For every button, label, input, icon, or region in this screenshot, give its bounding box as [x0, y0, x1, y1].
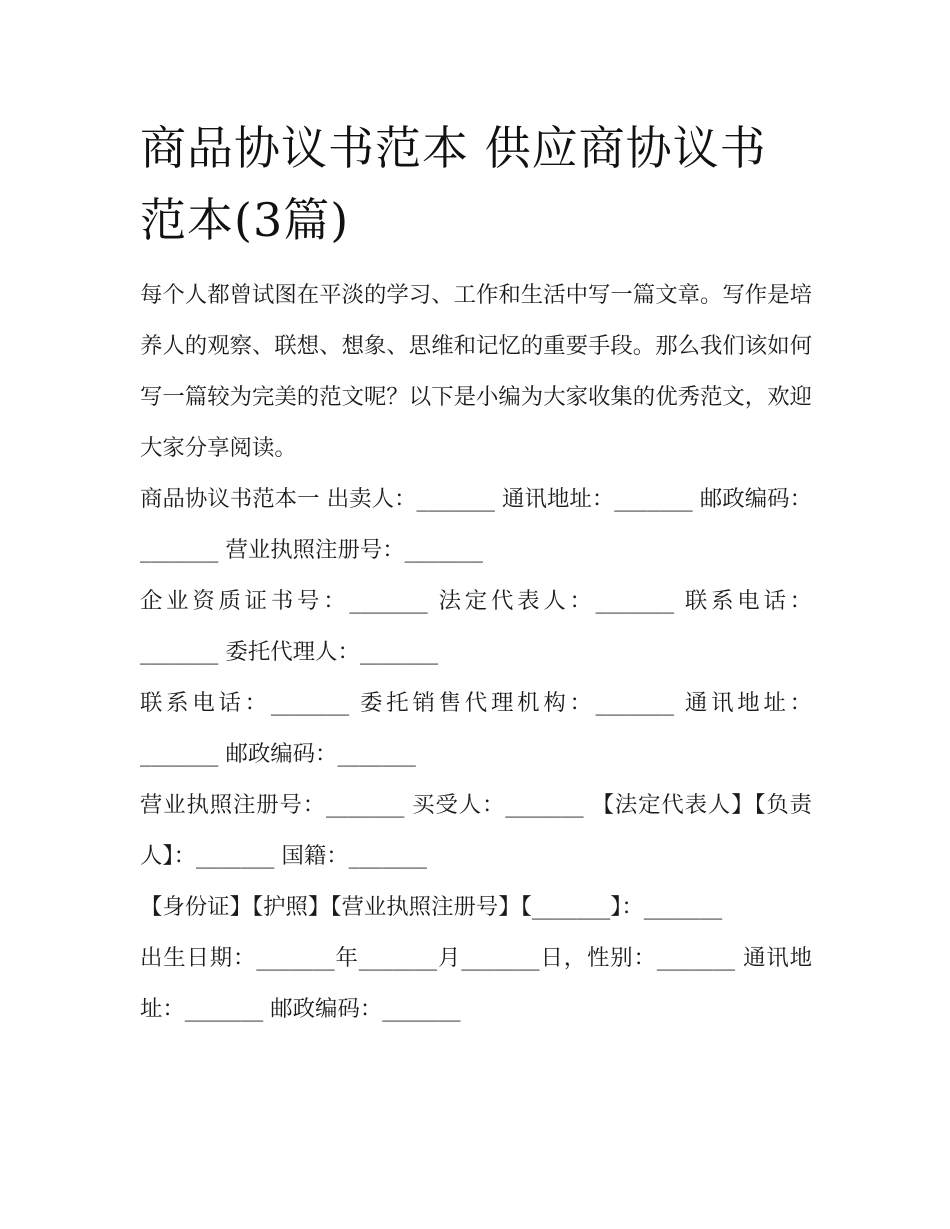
agency-paragraph: 联系电话：_______ 委托销售代理机构：_______ 通讯地址：_______ 邮政编码：_______ — [140, 690, 813, 767]
identity-paragraph: 【身份证】【护照】【营业执照注册号】【_______】：_______ — [140, 894, 723, 920]
birth-info-paragraph: 出生日期：_______年_______月_______日，性别：_______ 通讯地址：_______ 邮政编码：_______ — [140, 945, 812, 1022]
seller-info-paragraph: 商品协议书范本一 出卖人：_______ 通讯地址：_______ 邮政编码：_______ 营业执照注册号：_______ — [140, 486, 812, 563]
intro-paragraph: 每个人都曾试图在平淡的学习、工作和生活中写一篇文章。写作是培养人的观察、联想、想象、思维和记忆的重要手段。那么我们该如何写一篇较为完美的范文呢？以下是小编为大家收集的优秀范文，欢迎大家分享阅读。 — [140, 282, 812, 461]
document-page — [140, 112, 812, 1035]
document-title: 商品协议书范本 供应商协议书范本(3篇) — [140, 121, 767, 247]
qualification-paragraph: 企业资质证书号：_______ 法定代表人：_______ 联系电话：_______ 委托代理人：_______ — [140, 588, 813, 665]
buyer-paragraph: 营业执照注册号：_______ 买受人：_______ 【法定代表人】【负责人】：_______ 国籍：_______ — [140, 792, 812, 869]
